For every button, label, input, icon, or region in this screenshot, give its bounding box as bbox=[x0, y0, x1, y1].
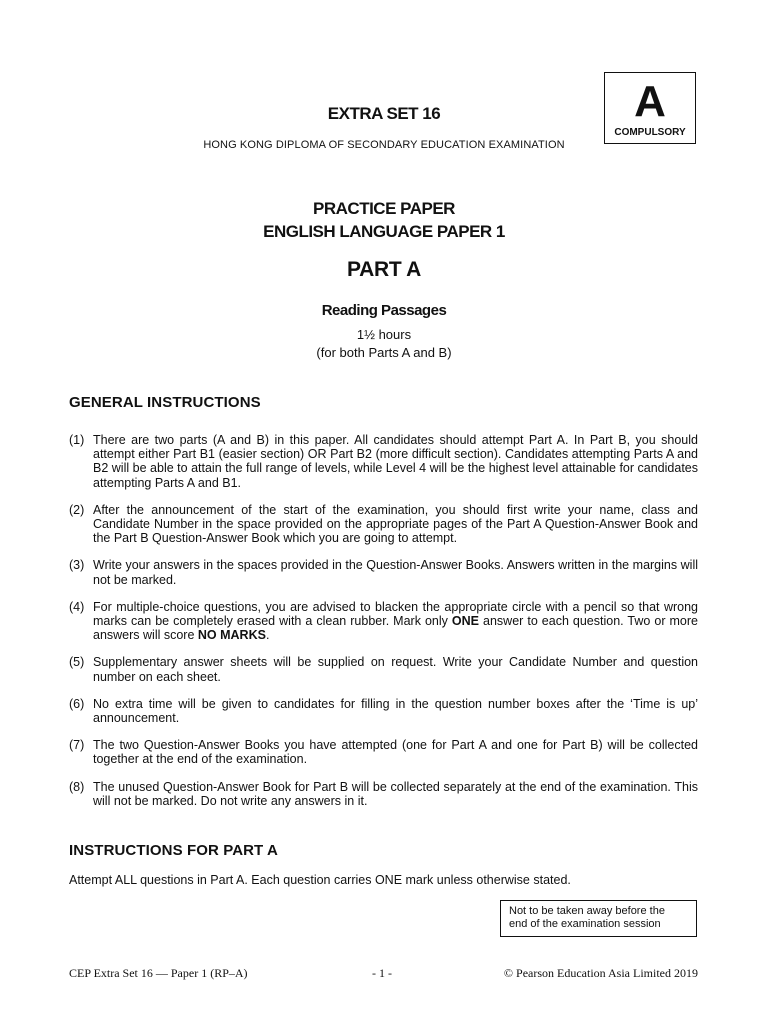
instruction-text: The two Question-Answer Books you have attempted (one for Part A and one for Part B) will be collected together at the end of the examination. bbox=[93, 738, 698, 767]
duration-note: (for both Parts A and B) bbox=[316, 345, 452, 360]
instruction-number: (6) bbox=[69, 696, 85, 711]
duration: 1½ hours bbox=[356, 327, 412, 342]
instruction-text: Supplementary answer sheets will be supplied on request. Write your Candidate Number and question number on each sheet. bbox=[93, 655, 698, 684]
instruction-item bbox=[69, 433, 698, 490]
instruction-item bbox=[69, 600, 698, 643]
section-title: Reading Passages bbox=[321, 302, 447, 319]
general-instructions-heading: GENERAL INSTRUCTIONS bbox=[69, 394, 261, 411]
paper-title-line2: ENGLISH LANGUAGE PAPER 1 bbox=[263, 222, 505, 241]
instruction-item bbox=[69, 503, 698, 546]
instruction-text: No extra time will be given to candidates for filling in the question number boxes after the ‘Time is up’ announcement. bbox=[93, 696, 698, 726]
instruction-text-part: For multiple-choice questions, you are advised to blacken the appropriate circle with a pencil so that wrong marks can be completely erased with a clean rubber. Mark only bbox=[93, 599, 698, 629]
instruction-item bbox=[69, 558, 698, 586]
part-title: PART A bbox=[346, 258, 422, 281]
notice-box bbox=[500, 900, 697, 937]
part-a-instructions-heading: INSTRUCTIONS FOR PART A bbox=[69, 842, 278, 859]
instruction-text-part: . bbox=[265, 628, 270, 643]
footer-copyright: © Pearson Education Asia Limited 2019 bbox=[503, 966, 698, 980]
instruction-text: Write your answers in the spaces provided in the Question-Answer Books. Answers written in the margins will not be marked. bbox=[93, 558, 698, 587]
instruction-number: (1) bbox=[69, 433, 85, 447]
instruction-number: (7) bbox=[69, 738, 85, 753]
instruction-number: (4) bbox=[69, 599, 85, 614]
exam-name: HONG KONG DIPLOMA OF SECONDARY EDUCATION EXAMINATION bbox=[203, 139, 565, 151]
instruction-item bbox=[69, 780, 698, 808]
instruction-text: After the announcement of the start of the examination, you should first write your name, class and Candidate Number in the space provided on the appropriate pages of the Part A Question-Answer Book and the Part B Question-Answer Book which you are going to attempt. bbox=[93, 502, 698, 546]
part-a-instructions-text: Attempt ALL questions in Part A. Each question carries ONE mark unless otherwise stated. bbox=[69, 873, 571, 887]
instruction-text: The unused Question-Answer Book for Part B will be collected separately at the end of the examination. This will not be marked. Do not write any answers in it. bbox=[93, 779, 698, 808]
badge-label: COMPULSORY bbox=[614, 127, 686, 138]
instruction-item bbox=[69, 697, 698, 725]
instruction-number: (8) bbox=[69, 779, 85, 794]
emphasis-one: ONE bbox=[451, 614, 480, 629]
instruction-item bbox=[69, 655, 698, 683]
general-instructions-list bbox=[69, 433, 698, 821]
paper-title-line1: PRACTICE PAPER bbox=[313, 199, 455, 218]
instruction-item bbox=[69, 738, 698, 766]
footer-page-number: - 1 - bbox=[372, 966, 392, 980]
badge-letter: A bbox=[634, 77, 666, 126]
footer-paper-code: CEP Extra Set 16 — Paper 1 (RP–A) bbox=[69, 966, 248, 980]
emphasis-no-marks: NO MARKS bbox=[197, 628, 266, 643]
set-title: EXTRA SET 16 bbox=[327, 104, 441, 123]
notice-line: Not to be taken away before the bbox=[509, 905, 665, 917]
instruction-number: (3) bbox=[69, 558, 85, 573]
instruction-number: (2) bbox=[69, 502, 85, 517]
instruction-number: (5) bbox=[69, 655, 85, 670]
instruction-text-part: answer to each question. Two or more answers will score bbox=[93, 614, 698, 643]
notice-line: end of the examination session bbox=[509, 918, 661, 930]
instruction-text: There are two parts (A and B) in this paper. All candidates should attempt Part A. In Part B, you should attempt either Part B1 (easier section) OR Part B2 (more difficult section). Candidates attempting Parts A and B2 will be able to attain the full range of levels, while Level 4 will be the highest level attainable for candidates attempting Parts A and B1. bbox=[93, 433, 698, 490]
